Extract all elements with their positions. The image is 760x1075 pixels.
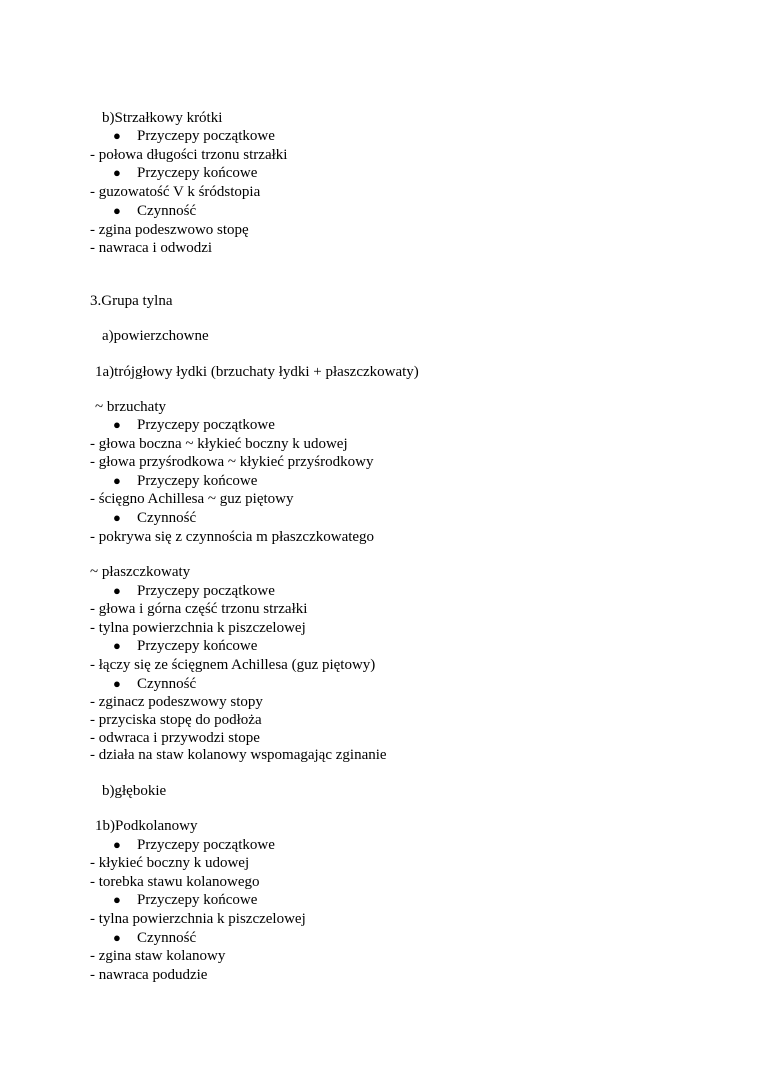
bullet-item: Przyczepy końcowe [137, 165, 258, 181]
muscle-heading-podkolanowy: 1b)Podkolanowy [95, 818, 198, 834]
list-item: - nawraca i odwodzi [90, 240, 213, 256]
bullet-icon: ● [113, 837, 121, 852]
list-item: - głowa boczna ~ kłykieć boczny k udowej [90, 436, 348, 452]
list-item: - tylna powierzchnia k piszczelowej [90, 620, 306, 636]
section-heading-grupa-tylna: 3.Grupa tylna [90, 293, 173, 309]
muscle-part-heading-brzuchaty: ~ brzuchaty [95, 399, 167, 415]
list-item: - torebka stawu kolanowego [90, 874, 260, 890]
list-item: - głowa i górna część trzonu strzałki [90, 601, 308, 617]
section-heading-strzalkowy-krotki: b)Strzałkowy krótki [102, 110, 223, 126]
list-item: - ścięgno Achillesa ~ guz piętowy [90, 491, 294, 507]
bullet-item: Przyczepy początkowe [137, 837, 275, 853]
bullet-item: Czynność [137, 510, 197, 526]
bullet-icon: ● [113, 473, 121, 488]
bullet-icon: ● [113, 638, 121, 653]
list-item: - przyciska stopę do podłoża [90, 712, 262, 728]
bullet-icon: ● [113, 930, 121, 945]
list-item: - połowa długości trzonu strzałki [90, 147, 288, 163]
list-item: - guzowatość V k śródstopia [90, 184, 261, 200]
list-item: - nawraca podudzie [90, 967, 208, 983]
bullet-item: Przyczepy początkowe [137, 128, 275, 144]
muscle-part-heading-plaszczkowaty: ~ płaszczkowaty [90, 564, 191, 580]
bullet-item: Przyczepy początkowe [137, 417, 275, 433]
list-item: - odwraca i przywodzi stope [90, 730, 260, 746]
list-item: - zgina podeszwowo stopę [90, 222, 249, 238]
bullet-icon: ● [113, 128, 121, 143]
list-item: - działa na staw kolanowy wspomagając zginanie [90, 747, 387, 763]
bullet-icon: ● [113, 203, 121, 218]
subsection-heading-glebokie: b)głębokie [102, 783, 167, 799]
bullet-icon: ● [113, 892, 121, 907]
list-item: - zginacz podeszwowy stopy [90, 694, 263, 710]
list-item: - zgina staw kolanowy [90, 948, 226, 964]
bullet-icon: ● [113, 165, 121, 180]
list-item: - łączy się ze ścięgnem Achillesa (guz piętowy) [90, 657, 376, 673]
bullet-item: Przyczepy końcowe [137, 473, 258, 489]
bullet-icon: ● [113, 583, 121, 598]
bullet-item: Przyczepy końcowe [137, 638, 258, 654]
muscle-heading-trojglowy: 1a)trójgłowy łydki (brzuchaty łydki + płaszczkowaty) [95, 364, 419, 380]
bullet-icon: ● [113, 417, 121, 432]
list-item: - tylna powierzchnia k piszczelowej [90, 911, 306, 927]
list-item: - kłykieć boczny k udowej [90, 855, 250, 871]
bullet-icon: ● [113, 676, 121, 691]
list-item: - głowa przyśrodkowa ~ kłykieć przyśrodkowy [90, 454, 374, 470]
bullet-item: Czynność [137, 203, 197, 219]
bullet-item: Przyczepy początkowe [137, 583, 275, 599]
bullet-item: Czynność [137, 676, 197, 692]
subsection-heading-powierzchowne: a)powierzchowne [102, 328, 209, 344]
list-item: - pokrywa się z czynnościa m płaszczkowatego [90, 529, 375, 545]
bullet-icon: ● [113, 510, 121, 525]
bullet-item: Przyczepy końcowe [137, 892, 258, 908]
bullet-item: Czynność [137, 930, 197, 946]
